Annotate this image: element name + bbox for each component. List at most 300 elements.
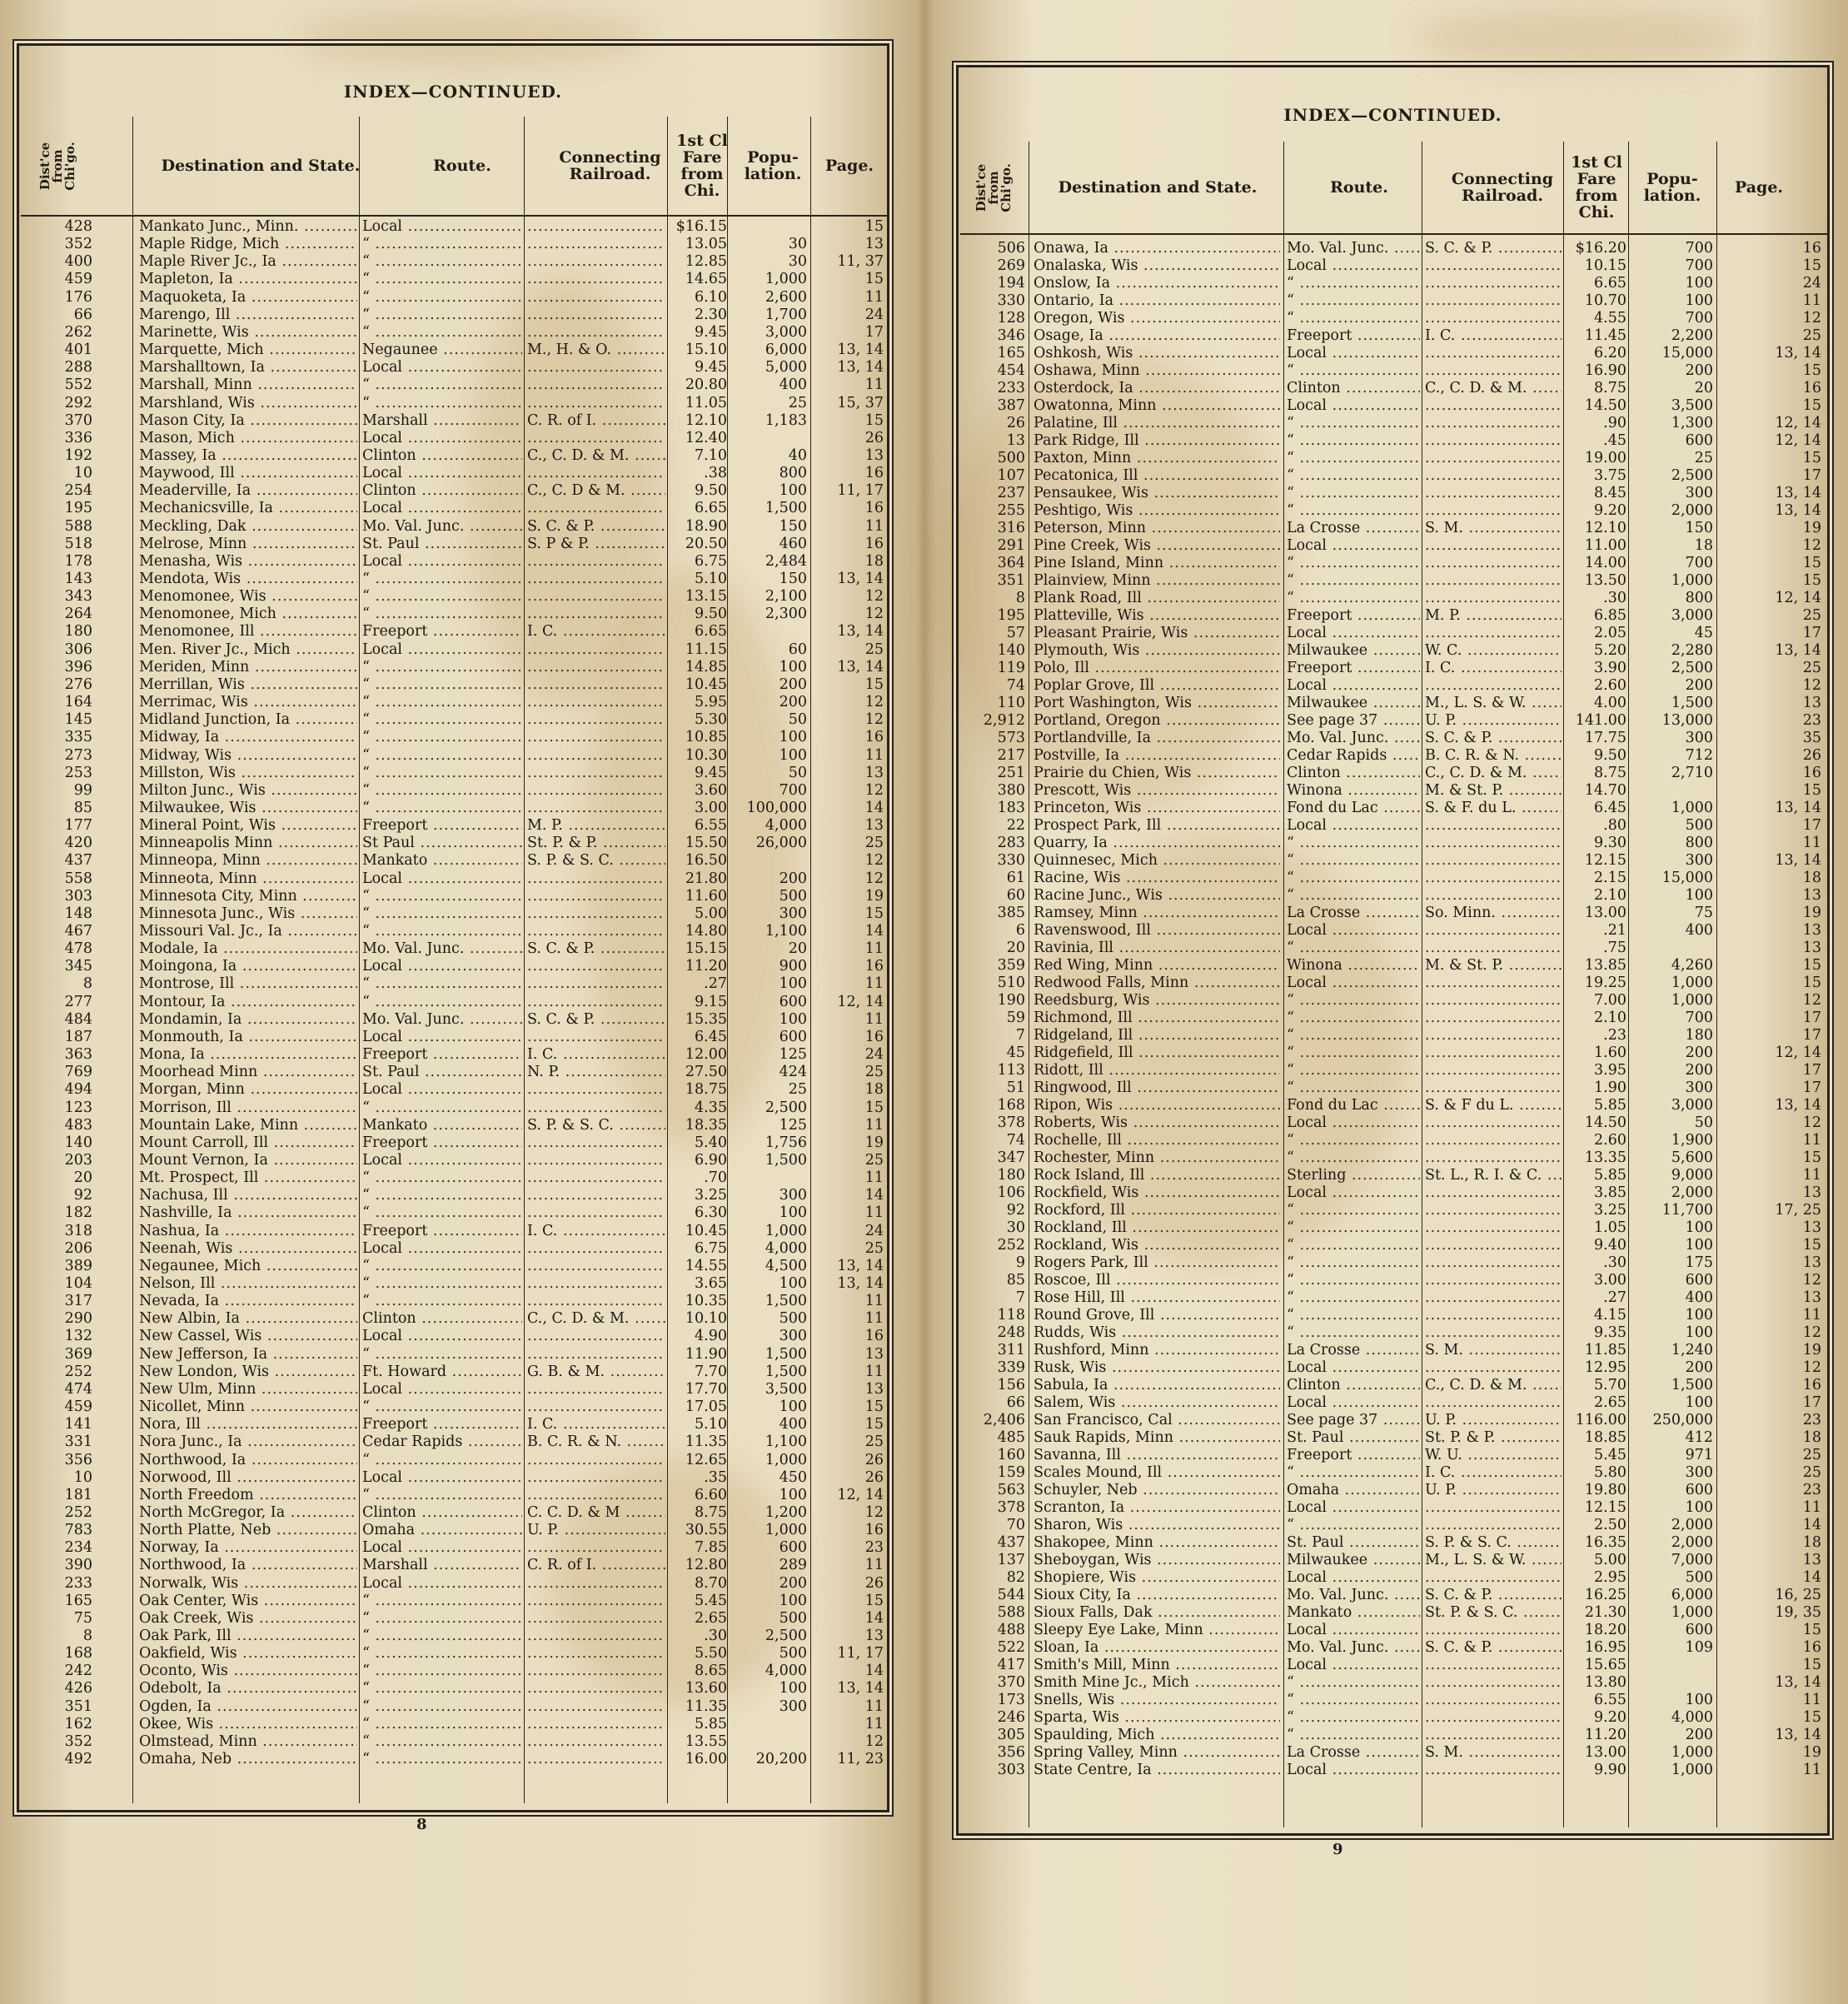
route-cell: Local ..... <box>1287 397 1420 415</box>
route-cell: “ ..... <box>1287 415 1420 432</box>
route-cell: St Paul ..... <box>362 835 522 852</box>
table-row <box>960 957 1827 975</box>
fare-cell: 13.00 <box>1584 905 1626 921</box>
table-row <box>21 676 887 694</box>
fare-cell: 8.45 <box>1594 485 1626 501</box>
population-cell: 900 <box>779 958 807 975</box>
fare-cell: 5.10 <box>695 1416 727 1433</box>
table-row <box>960 1132 1827 1149</box>
page-ref-cell: 13, 14 <box>837 359 884 376</box>
route-cell: Freeport ..... <box>1287 1447 1420 1464</box>
connecting-railroad-cell: M. & St. P. ..... <box>1425 782 1562 800</box>
route-cell: “ ..... <box>362 1258 522 1275</box>
page-ref-cell: 11 <box>864 288 884 306</box>
destination-cell: Marshalltown, Ia ..... <box>139 359 357 376</box>
distance-cell: 181 <box>64 1486 92 1503</box>
distance-cell: 252 <box>64 1363 92 1380</box>
route-cell: “ ..... <box>1287 940 1420 957</box>
table-row <box>960 747 1827 765</box>
fare-cell: 9.45 <box>695 764 727 781</box>
page-ref-cell: 13 <box>864 764 884 781</box>
distance-cell: 195 <box>64 500 92 517</box>
destination-cell: Portland, Oregon ..... <box>1034 712 1280 730</box>
destination-cell: Pecatonica, Ill ..... <box>1034 467 1280 485</box>
page-ref-cell: 17 <box>1802 1394 1821 1411</box>
destination-cell: Pensaukee, Wis ..... <box>1034 485 1280 502</box>
connecting-railroad-cell: C., C. D & M. ..... <box>527 482 665 500</box>
fare-cell: .70 <box>704 1169 727 1187</box>
page-ref-cell: 12 <box>1802 1324 1821 1341</box>
connecting-railroad-cell: U. P. ..... <box>1425 712 1562 730</box>
fare-cell: 13.50 <box>1584 572 1626 589</box>
connecting-railroad-cell <box>527 1381 665 1398</box>
population-cell: 125 <box>779 1116 807 1134</box>
route-cell: “ ..... <box>1287 835 1420 852</box>
page-ref-cell: 11 <box>864 1557 884 1574</box>
page-ref-cell: 11 <box>1802 1307 1821 1324</box>
fare-cell: 14.00 <box>1584 555 1626 571</box>
page-ref-cell: 15 <box>864 218 884 235</box>
table-row <box>960 310 1827 327</box>
population-cell: 100 <box>1685 1324 1713 1341</box>
population-cell: 700 <box>1685 257 1713 274</box>
table-row <box>960 572 1827 590</box>
connecting-railroad-cell: I. C. ..... <box>527 1046 665 1064</box>
fare-cell: 16.25 <box>1584 1587 1626 1603</box>
distance-cell: 318 <box>64 1222 92 1239</box>
table-row <box>21 1398 887 1416</box>
table-row <box>21 994 887 1011</box>
fare-cell: 27.50 <box>685 1064 727 1081</box>
table-row <box>21 1223 887 1240</box>
fare-cell: 10.30 <box>685 746 727 764</box>
population-cell: 100 <box>779 1010 807 1028</box>
route-cell: “ ..... <box>362 1593 522 1610</box>
table-row <box>21 412 887 430</box>
destination-cell: Minnesota City, Minn ..... <box>139 888 357 905</box>
table-row <box>21 1046 887 1064</box>
fare-cell: 6.90 <box>695 1151 727 1169</box>
distance-cell: 343 <box>64 588 92 606</box>
fare-cell: 5.80 <box>1594 1464 1626 1481</box>
page-ref-cell: 23 <box>864 1539 884 1557</box>
destination-cell: Postville, Ia ..... <box>1034 747 1280 765</box>
population-cell: 700 <box>779 781 807 799</box>
route-cell: Mo. Val. Junc. ..... <box>362 1011 522 1029</box>
destination-cell: Paxton, Minn ..... <box>1034 450 1280 467</box>
connecting-railroad-cell: G. B. & M. ..... <box>527 1363 665 1381</box>
route-cell: Clinton ..... <box>362 1504 522 1522</box>
page-ref-cell: 19 <box>1802 520 1821 536</box>
distance-cell: 132 <box>64 1328 92 1345</box>
fare-cell: .21 <box>1603 922 1626 939</box>
fare-cell: 3.25 <box>695 1187 727 1204</box>
distance-cell: 306 <box>64 641 92 658</box>
page-ref-cell: 17 <box>1802 625 1821 641</box>
route-cell: Local ..... <box>362 465 522 482</box>
destination-cell: Olmstead, Minn ..... <box>139 1733 357 1751</box>
distance-cell: 264 <box>64 606 92 623</box>
table-row <box>960 1079 1827 1097</box>
distance-cell: 8 <box>82 1628 92 1644</box>
connecting-railroad-cell: S. P. & S. C. ..... <box>527 852 665 870</box>
route-cell: “ ..... <box>362 1716 522 1733</box>
distance-cell: 7 <box>1015 1027 1025 1044</box>
route-cell: “ ..... <box>362 765 522 782</box>
population-cell: 7,000 <box>1671 1552 1713 1568</box>
route-cell: “ ..... <box>1287 555 1420 572</box>
destination-cell: Menomonee, Mich ..... <box>139 606 357 623</box>
population-cell: 26,000 <box>755 835 807 852</box>
route-cell: Local ..... <box>362 1152 522 1169</box>
fare-cell: 18.85 <box>1584 1429 1626 1446</box>
page-ref-cell: 15 <box>1802 975 1821 991</box>
fare-cell: 13.35 <box>1584 1149 1626 1166</box>
page-ref-cell: 15 <box>1802 1622 1821 1638</box>
distance-cell: 251 <box>997 765 1025 781</box>
route-cell: “ ..... <box>362 1698 522 1716</box>
destination-cell: Prairie du Chien, Wis ..... <box>1034 765 1280 782</box>
population-cell: 60 <box>788 641 807 658</box>
connecting-railroad-cell <box>527 1240 665 1258</box>
connecting-railroad-cell <box>527 1328 665 1345</box>
destination-cell: Peterson, Minn ..... <box>1034 520 1280 537</box>
destination-cell: Rochelle, Ill ..... <box>1034 1132 1280 1149</box>
population-cell: 3,000 <box>1671 1097 1713 1114</box>
table-row <box>960 1289 1827 1307</box>
table-row <box>21 1293 887 1310</box>
fare-cell: 30.55 <box>685 1522 727 1539</box>
distance-cell: 233 <box>64 1574 92 1592</box>
destination-cell: Oak Center, Wis ..... <box>139 1593 357 1610</box>
route-cell: “ ..... <box>1287 1464 1420 1482</box>
route-cell: Freeport ..... <box>362 1223 522 1240</box>
population-cell: 109 <box>1685 1639 1713 1656</box>
destination-cell: Montour, Ia ..... <box>139 994 357 1011</box>
page-ref-cell: 12 <box>864 852 884 870</box>
stain <box>1416 8 1749 67</box>
route-cell: “ ..... <box>362 782 522 800</box>
route-cell: “ ..... <box>362 1751 522 1768</box>
route-cell: Mankato ..... <box>362 1117 522 1134</box>
fare-cell: 3.60 <box>695 781 727 799</box>
connecting-railroad-cell <box>527 958 665 975</box>
connecting-railroad-cell <box>527 994 665 1011</box>
destination-cell: Maple River Jc., Ia ..... <box>139 253 357 271</box>
fare-cell: 141.00 <box>1575 712 1626 729</box>
page-ref-cell: 25 <box>1802 607 1821 624</box>
distance-cell: 148 <box>64 905 92 922</box>
route-cell: “ ..... <box>362 1275 522 1293</box>
population-cell: 20 <box>1694 380 1713 396</box>
connecting-railroad-cell <box>527 1593 665 1610</box>
route-cell: Local ..... <box>362 1328 522 1345</box>
route-cell: Local ..... <box>1287 1394 1420 1412</box>
route-cell: La Crosse ..... <box>1287 520 1420 537</box>
population-cell: 200 <box>779 694 807 711</box>
destination-cell: Mendota, Wis ..... <box>139 571 357 588</box>
table-row <box>960 1324 1827 1342</box>
population-cell: 700 <box>1685 555 1713 571</box>
route-cell: Local ..... <box>1287 1762 1420 1779</box>
destination-cell: Midway, Wis ..... <box>139 747 357 765</box>
route-cell: La Crosse ..... <box>1287 1744 1420 1762</box>
population-cell: 50 <box>788 764 807 781</box>
distance-cell: 75 <box>73 1609 92 1627</box>
table-row <box>960 520 1827 537</box>
table-row <box>960 327 1827 345</box>
page-ref-cell: 16 <box>864 958 884 975</box>
distance-cell: 9 <box>1015 1254 1025 1271</box>
connecting-railroad-cell: S. C. & P. ..... <box>527 1011 665 1029</box>
fare-cell: 13.85 <box>1584 957 1626 974</box>
page-ref-cell: 16 <box>1802 240 1821 257</box>
distance-cell: 305 <box>997 1727 1025 1743</box>
distance-cell: 588 <box>64 517 92 535</box>
fare-cell: 7.10 <box>695 446 727 464</box>
population-cell: 400 <box>779 1416 807 1433</box>
population-cell: 1,100 <box>765 923 807 940</box>
fare-cell: 17.70 <box>685 1380 727 1398</box>
route-cell: Local ..... <box>362 870 522 888</box>
distance-cell: 380 <box>997 782 1025 799</box>
page-ref-cell: 11 <box>864 1204 884 1222</box>
page-ref-cell: 25 <box>864 641 884 658</box>
page-ref-cell: 13, 14 <box>837 1275 884 1292</box>
connecting-railroad-cell <box>1425 345 1562 362</box>
page-ref-cell: 13 <box>1802 922 1821 939</box>
route-cell: Local ..... <box>1287 1499 1420 1517</box>
fare-cell: 18.90 <box>685 517 727 535</box>
page-ref-cell: 12 <box>1802 677 1821 694</box>
route-cell: Clinton ..... <box>362 447 522 465</box>
distance-cell: 484 <box>64 1010 92 1028</box>
connecting-railroad-cell <box>527 1169 665 1187</box>
connecting-railroad-cell <box>1425 292 1562 310</box>
distance-cell: 385 <box>997 905 1025 921</box>
destination-cell: Onalaska, Wis ..... <box>1034 257 1280 275</box>
distance-cell: 459 <box>64 1398 92 1416</box>
table-row <box>960 380 1827 397</box>
table-row <box>21 782 887 800</box>
page-ref-cell: 24 <box>864 306 884 323</box>
distance-cell: 401 <box>64 341 92 359</box>
fare-cell: .27 <box>704 975 727 993</box>
table-row <box>960 660 1827 677</box>
route-cell: “ ..... <box>1287 887 1420 905</box>
table-row <box>21 518 887 536</box>
fare-cell: 19.00 <box>1584 450 1626 466</box>
fare-cell: 8.65 <box>695 1663 727 1680</box>
connecting-railroad-cell <box>1425 1359 1562 1377</box>
population-cell: 2,000 <box>1671 502 1713 519</box>
connecting-railroad-cell: S. P. & S. C. ..... <box>527 1117 665 1134</box>
table-row <box>960 1429 1827 1447</box>
distance-cell: 119 <box>997 660 1025 676</box>
destination-cell: Scales Mound, Ill ..... <box>1034 1464 1280 1482</box>
table-row <box>960 1464 1827 1482</box>
route-cell: Local ..... <box>1287 345 1420 362</box>
distance-cell: 474 <box>64 1380 92 1398</box>
destination-cell: Norwood, Ill ..... <box>139 1469 357 1487</box>
route-cell: “ ..... <box>362 271 522 288</box>
route-cell: “ ..... <box>362 236 522 253</box>
table-row <box>960 345 1827 362</box>
fare-cell: 14.55 <box>685 1257 727 1274</box>
page-ref-cell: 11 <box>864 1310 884 1328</box>
population-cell: 100 <box>1685 1237 1713 1254</box>
table-row <box>21 376 887 394</box>
connecting-railroad-cell <box>1425 467 1562 485</box>
population-cell: 75 <box>1694 905 1713 921</box>
population-cell: 400 <box>1685 1289 1713 1306</box>
route-cell: Local ..... <box>1287 1114 1420 1132</box>
fare-cell: 6.20 <box>1594 345 1626 361</box>
distance-cell: 277 <box>64 993 92 1010</box>
fare-cell: 10.10 <box>685 1310 727 1328</box>
connecting-railroad-cell: U. P. ..... <box>1425 1482 1562 1499</box>
table-row <box>21 659 887 676</box>
connecting-railroad-cell <box>1425 432 1562 450</box>
table-row <box>21 1416 887 1433</box>
distance-cell: 140 <box>997 642 1025 659</box>
destination-cell: Shakopee, Minn ..... <box>1034 1534 1280 1552</box>
distance-cell: 104 <box>64 1275 92 1292</box>
connecting-railroad-cell <box>1425 992 1562 1009</box>
route-cell: Omaha ..... <box>362 1522 522 1539</box>
population-cell: 4,000 <box>765 1663 807 1680</box>
connecting-railroad-cell <box>527 1293 665 1310</box>
destination-cell: Nashville, Ia ..... <box>139 1204 357 1222</box>
table-row <box>960 1394 1827 1412</box>
page-ref-cell: 11 <box>864 1363 884 1380</box>
population-cell: 1,500 <box>765 1151 807 1169</box>
destination-cell: Park Ridge, Ill ..... <box>1034 432 1280 450</box>
fare-cell: 15.10 <box>685 341 727 359</box>
population-cell: 700 <box>1685 1009 1713 1026</box>
page-ref-cell: 13, 14 <box>837 1257 884 1274</box>
route-cell: Freeport ..... <box>362 1416 522 1433</box>
population-cell: 712 <box>1685 747 1713 764</box>
population-cell: 100 <box>779 1398 807 1416</box>
destination-cell: Sioux City, Ia ..... <box>1034 1587 1280 1604</box>
fare-cell: 13.15 <box>685 588 727 606</box>
table-row <box>960 1762 1827 1779</box>
fare-cell: .30 <box>1603 1254 1626 1271</box>
distance-cell: 522 <box>997 1639 1025 1656</box>
fare-cell: 6.75 <box>695 1239 727 1257</box>
connecting-railroad-cell <box>527 1751 665 1768</box>
connecting-railroad-cell <box>1425 1727 1562 1744</box>
fare-cell: 7.70 <box>695 1363 727 1380</box>
distance-cell: 783 <box>64 1522 92 1539</box>
connecting-railroad-cell: S. M. ..... <box>1425 1342 1562 1359</box>
route-cell: Local ..... <box>362 500 522 517</box>
destination-cell: Mason City, Ia ..... <box>139 412 357 430</box>
connecting-railroad-cell <box>527 1645 665 1663</box>
destination-cell: Oregon, Wis ..... <box>1034 310 1280 327</box>
route-cell: Omaha ..... <box>1287 1482 1420 1499</box>
distance-cell: 20 <box>1006 940 1025 956</box>
table-row <box>21 1733 887 1751</box>
fare-cell: 9.40 <box>1594 1237 1626 1254</box>
table-row <box>960 817 1827 835</box>
destination-cell: New Jefferson, Ia ..... <box>139 1346 357 1363</box>
page-ref-cell: 13, 14 <box>1775 1097 1821 1114</box>
population-cell: 2,000 <box>1671 1517 1713 1533</box>
page-ref-cell: 12 <box>864 606 884 623</box>
distance-cell: 99 <box>73 781 92 799</box>
distance-cell: 510 <box>997 975 1025 991</box>
route-cell: Local ..... <box>1287 1184 1420 1202</box>
page-ref-cell: 13 <box>1802 1289 1821 1306</box>
page-ref-cell: 14 <box>864 923 884 940</box>
distance-cell: 273 <box>64 746 92 764</box>
destination-cell: Mondamin, Ia ..... <box>139 1011 357 1029</box>
table-row <box>960 1044 1827 1062</box>
route-cell: Sterling ..... <box>1287 1167 1420 1184</box>
page-ref-cell: 12 <box>1802 1272 1821 1289</box>
connecting-railroad-cell <box>527 1539 665 1557</box>
table-row <box>960 1097 1827 1114</box>
table-body <box>960 240 1827 1806</box>
distance-cell: 573 <box>997 730 1025 746</box>
connecting-railroad-cell <box>527 253 665 271</box>
connecting-railroad-cell <box>527 729 665 746</box>
table-row <box>21 1081 887 1099</box>
page-ref-cell: 15 <box>1802 782 1821 799</box>
page-ref-cell: 16, 25 <box>1775 1587 1821 1603</box>
table-row <box>21 1628 887 1645</box>
connecting-railroad-cell: M. P. ..... <box>527 817 665 835</box>
connecting-railroad-cell <box>1425 590 1562 607</box>
population-cell: 2,484 <box>765 552 807 570</box>
header-distance: Dist'ce from Chi'go. <box>37 141 77 191</box>
route-cell: Winona ..... <box>1287 957 1420 975</box>
distance-cell: 370 <box>997 1674 1025 1691</box>
route-cell: “ ..... <box>1287 852 1420 870</box>
population-cell: 400 <box>779 376 807 394</box>
page-ref-cell: 25 <box>864 1064 884 1081</box>
table-row <box>960 852 1827 870</box>
destination-cell: Prospect Park, Ill ..... <box>1034 817 1280 835</box>
destination-cell: Plainview, Minn ..... <box>1034 572 1280 590</box>
connecting-railroad-cell <box>527 376 665 394</box>
table-row <box>960 1149 1827 1167</box>
page-ref-cell: 12 <box>864 1503 884 1521</box>
page-ref-cell: 11, 37 <box>837 253 884 271</box>
table-row <box>960 292 1827 310</box>
connecting-railroad-cell <box>527 324 665 341</box>
destination-cell: Menomonee, Wis ..... <box>139 588 357 606</box>
distance-cell: 22 <box>1006 817 1025 834</box>
distance-cell: 6 <box>1015 922 1025 939</box>
connecting-railroad-cell <box>527 1716 665 1733</box>
connecting-railroad-cell <box>527 289 665 307</box>
fare-cell: 6.45 <box>695 1028 727 1045</box>
population-cell: 100 <box>1685 1692 1713 1708</box>
distance-cell: 237 <box>997 485 1025 501</box>
table-row <box>960 677 1827 695</box>
fare-cell: 4.90 <box>695 1328 727 1345</box>
table-row <box>960 450 1827 467</box>
fare-cell: 6.55 <box>1594 1692 1626 1708</box>
fare-cell: 21.80 <box>685 870 727 887</box>
population-cell: 5,600 <box>1671 1149 1713 1166</box>
table-row <box>960 1307 1827 1324</box>
table-row <box>21 341 887 359</box>
route-cell: “ ..... <box>362 711 522 729</box>
